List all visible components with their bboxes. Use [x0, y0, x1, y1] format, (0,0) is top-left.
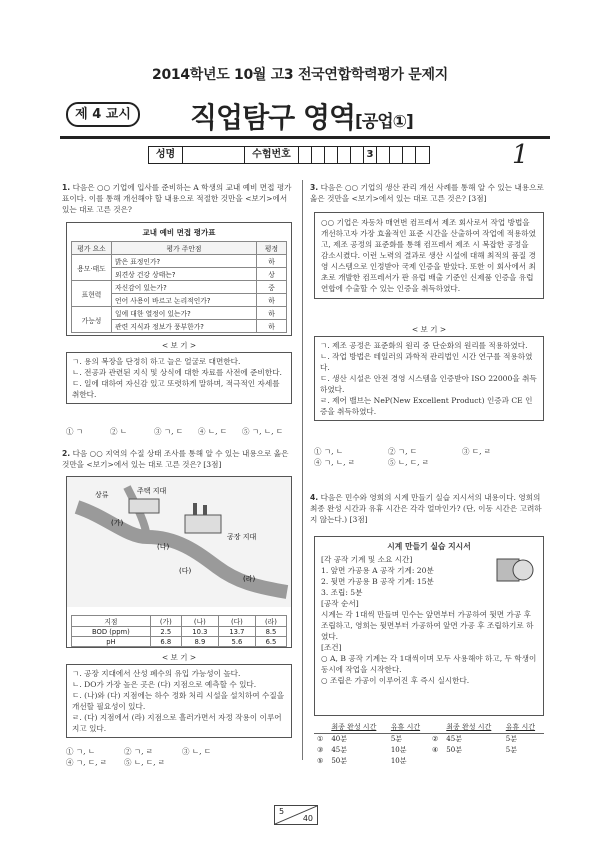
map-label-factory: 공장 지대 [227, 533, 257, 541]
exam-no-cell-digit: 3 [364, 147, 377, 163]
factory-icon [185, 515, 221, 533]
q4-section: ○ 조립은 가공이 이루어진 후 즉시 실시한다. [321, 676, 470, 685]
q2-col-header: (나) [181, 616, 218, 627]
q1-col-header: 평가 요소 [72, 242, 112, 255]
q4-sheet-box [314, 536, 544, 716]
q2-cell: 2.5 [150, 627, 181, 637]
q3-text: 다음은 ○○ 기업의 생산 관리 개선 사례를 통해 알 수 있는 내용으로 옳은 것만을 <보기>에서 있는 대로 고른 것은? [3점] [310, 183, 544, 203]
q1-choice[interactable]: ① ㄱ [66, 427, 84, 436]
exam-no-cell[interactable] [390, 147, 403, 163]
q3-bogi-item: ㄴ. 작업 방법은 테일러의 과학적 관리법인 시간 연구를 적용하였다. [320, 352, 533, 372]
q3-bogi-item: ㄱ. 제조 공정은 표준화의 원리 중 단순화의 원리를 적용하였다. [320, 341, 528, 350]
q3-number: 3. [310, 183, 319, 192]
q4-section: 1. 앞면 가공용 A 공작 기계: 20분 [321, 566, 434, 575]
q2-choice[interactable]: ⑤ ㄴ, ㄷ, ㄹ [124, 758, 166, 767]
q2-cell: 8.5 [255, 627, 286, 637]
page-number: 1 [512, 140, 529, 170]
session-badge: 제 4 교시 [66, 102, 140, 127]
q2-cell: BOD (ppm) [72, 627, 151, 637]
q2-figure-box [66, 476, 292, 648]
q2-data-table [71, 615, 287, 647]
chimney-icon [193, 503, 197, 515]
q4-cell: 50분 [331, 756, 347, 765]
q2-choices [66, 746, 296, 768]
q1-grade: 하 [257, 307, 287, 320]
q1-col-header: 평가 주안점 [112, 242, 257, 255]
q3-bogi [314, 322, 544, 421]
q1-grade: 하 [257, 294, 287, 307]
q1-group: 가능성 [72, 307, 112, 333]
q2-cell: 6.8 [150, 637, 181, 647]
q2-bogi-item: ㄴ. DO가 가장 높은 곳은 (다) 지점으로 예측할 수 있다. [72, 680, 257, 689]
map-label-d: (라) [243, 575, 256, 583]
q4-choice[interactable]: ⑤ [317, 756, 324, 765]
column-divider [302, 180, 303, 760]
q3-passage: ○○ 기업은 자동차 매연번 컴프레서 제조 회사로서 작업 방법을 개선하고자 가장 효율적인 표준 시간을 산출하여 작업에 적용하였고, 제조 공정의 표준화를 통해 컴프레서 제조 시 복잡한 공정을 감소시켰다. 이런 노력의 결과로 생산 시설에 대해 최적의 품질 경영 시스템으로 인정받아 국제 인증을 받았다. 또한 이 회사에서 최초로 개발한 컴프레서가 판 유럽 배출 기준인 신제품 인증을 유럽 연합에 수출할 수 있는 인증을 취득하였다. [321, 218, 536, 293]
q1-bogi-box [66, 352, 292, 404]
exam-no-label: 수험번호 [245, 147, 299, 163]
name-label: 성명 [149, 147, 183, 163]
q2-bogi-item: ㄹ. (다) 지점에서 (라) 지점으로 흘러가면서 자정 작용이 이루어지고 있다. [72, 713, 282, 733]
exam-no-cell[interactable] [299, 147, 312, 163]
q2-cell: 5.6 [218, 637, 255, 647]
q2-bogi-title: < 보 기 > [161, 653, 197, 662]
q3-bogi-item: ㄹ. 제어 밸브는 NeP(New Excellent Product) 인증과 CE 인증을 취득하였다. [320, 396, 533, 416]
q1-point: 자신감이 있는가? [112, 281, 257, 294]
q1-eval-table [71, 241, 287, 333]
exam-no-cell[interactable] [325, 147, 338, 163]
q1-group: 표현력 [72, 281, 112, 307]
q4-sheet-title: 시계 만들기 실습 지시서 [387, 542, 471, 551]
map-label-upstream: 상류 [95, 491, 109, 499]
chimney-icon [203, 505, 207, 515]
q1-number: 1. [62, 183, 71, 192]
q1-group: 용모·태도 [72, 255, 112, 281]
exam-no-cell[interactable] [312, 147, 325, 163]
q4-cell: 45분 [331, 745, 347, 754]
q4-col-header: 유휴 시간 [390, 723, 421, 732]
q2-choice[interactable]: ① ㄱ, ㄴ [66, 747, 96, 756]
q4-section: [조건] [321, 643, 342, 652]
q1-point: 관련 지식과 정보가 풍부한가? [112, 320, 257, 333]
clock-icon [495, 555, 535, 585]
q4-text: 다음은 민수와 영희의 시계 만들기 실습 지시서의 내용이다. 영희의 최종 완성 시간과 유휴 시간은 각각 얼마인가? (단, 이동 시간은 고려하지 않는다.) [3점] [310, 493, 542, 524]
q3-choice[interactable]: ⑤ ㄴ, ㄷ, ㄹ [388, 458, 430, 467]
q4-col-header: 최종 완성 시간 [446, 723, 492, 732]
q1-choice[interactable]: ④ ㄴ, ㄷ [198, 427, 228, 436]
id-row [148, 146, 430, 164]
q4-cell: 5분 [505, 734, 518, 743]
q2-text: 다음 ○○ 지역의 수질 상태 조사를 통해 알 수 있는 내용으로 옳은 것만을 <보기>에서 있는 대로 고른 것은? [3점] [62, 449, 289, 469]
q2-col-header: (가) [150, 616, 181, 627]
map-label-a: (가) [111, 519, 124, 527]
q1-col-header: 평정 [257, 242, 287, 255]
q1-bogi-item: ㄱ. 용의 복장을 단정히 하고 늘은 얼굴로 대면한다. [72, 357, 241, 366]
q1-bogi-item: ㄴ. 전공과 관련된 지식 및 상식에 대한 자료를 사전에 준비한다. [72, 368, 282, 377]
q1-bogi-title: < 보 기 > [161, 341, 197, 350]
q4-section: ○ A, B 공작 기계는 각 1대씩이며 모두 사용해야 하고, 두 학생이 동시에 작업을 시작한다. [321, 654, 537, 674]
q2-col-header: (다) [218, 616, 255, 627]
q2-cell: 13.7 [218, 627, 255, 637]
q4-section: 시계는 각 1대씩 만들며 민수는 앞면부터 가공하여 뒷면 가공 후 조립하고, 영희는 뒷면부터 가공하여 앞면 가공 후 조립하기로 하였다. [321, 610, 534, 641]
subject-sub: [공업①] [355, 112, 413, 132]
q2-cell: 8.9 [181, 637, 218, 647]
house-icon [129, 499, 159, 513]
q2-col-header: 지점 [72, 616, 151, 627]
subject-name: 직업탐구 영역 [190, 101, 356, 134]
q2-cell: 6.5 [255, 637, 286, 647]
page-footer [274, 805, 318, 825]
q1-grade: 하 [257, 320, 287, 333]
q4-section: 3. 조립: 5분 [321, 588, 363, 597]
clock-face [513, 560, 533, 580]
q4-stem [310, 492, 546, 525]
q3-bogi-item: ㄷ. 생산 시설은 안전 경영 시스템을 인증받아 ISO 22000을 취득하였다. [320, 374, 537, 394]
footer-total: 40 [302, 814, 313, 823]
q2-choice[interactable]: ④ ㄱ, ㄷ, ㄹ [66, 758, 108, 767]
exam-no-cell[interactable] [403, 147, 416, 163]
q3-bogi-box [314, 336, 544, 421]
name-field[interactable] [183, 147, 245, 163]
q1-grade: 중 [257, 281, 287, 294]
q1-table-box [66, 222, 292, 336]
q2-bogi [66, 650, 292, 738]
q1-stem [62, 182, 294, 215]
q1-point: 외견상 건강 상태는? [112, 268, 257, 281]
map-label-c: (다) [179, 567, 192, 575]
q1-grade: 상 [257, 268, 287, 281]
q1-point: 일에 대한 열정이 있는가? [112, 307, 257, 320]
q3-passage-box [314, 212, 544, 299]
q2-bogi-item: ㄱ. 공장 지대에서 산성 폐수의 유입 가능성이 높다. [72, 669, 241, 678]
q4-cell: 5분 [390, 734, 403, 743]
q4-choice[interactable]: ④ [431, 745, 439, 754]
header-divider [60, 136, 550, 139]
q3-choice[interactable]: ① ㄱ, ㄴ [314, 447, 344, 456]
q4-cell: 5분 [505, 745, 518, 754]
q4-choice[interactable]: ③ [317, 745, 324, 754]
footer-page: 5 [279, 807, 285, 816]
q1-choice[interactable]: ② ㄴ [110, 427, 128, 436]
q1-choice[interactable]: ⑤ ㄱ, ㄴ, ㄷ [242, 427, 284, 436]
q2-bogi-item: ㄷ. (나)와 (다) 지점에는 하수 정화 처리 시설을 설치하여 수질을 개선할 필요성이 있다. [72, 691, 285, 711]
q1-point: 밝은 표정인가? [112, 255, 257, 268]
q4-cell: 10분 [390, 745, 407, 754]
map-label-village: 주택 지대 [137, 487, 167, 495]
q4-number: 4. [310, 493, 319, 502]
q1-text: 다음은 ○○ 기업에 입사를 준비하는 A 학생의 교내 예비 면접 평가표이다. 이를 통해 개선해야 할 내용으로 적절한 것만을 <보기>에서 있는 대로 고른 것은? [62, 183, 292, 214]
q4-section: 2. 뒷면 가공용 B 공작 기계: 15분 [321, 577, 434, 586]
q4-answer-table [314, 722, 544, 766]
q1-bogi-item: ㄷ. 일에 대하여 자신감 있고 또렷하게 말하며, 적극적인 자세를 취한다. [72, 379, 280, 399]
q4-cell: 40분 [331, 734, 347, 743]
q1-bogi [66, 338, 292, 404]
q1-point: 언어 사용이 바르고 논리적인가? [112, 294, 257, 307]
q2-cell: 10.3 [181, 627, 218, 637]
q1-grade: 하 [257, 255, 287, 268]
q3-bogi-title: < 보 기 > [411, 325, 447, 334]
q4-choice[interactable]: ① [317, 734, 324, 743]
q2-stem [62, 448, 294, 470]
q2-col-header: (라) [255, 616, 286, 627]
q2-choice[interactable]: ② ㄱ, ㄹ [124, 747, 154, 756]
q2-number: 2. [62, 449, 71, 458]
q4-cell: 50분 [446, 745, 462, 754]
q4-cell: 10분 [390, 756, 407, 765]
q3-stem [310, 182, 546, 204]
subject-title [190, 96, 413, 136]
q4-cell: 45분 [446, 734, 462, 743]
exam-no-cell[interactable] [416, 147, 429, 163]
q3-choice[interactable]: ③ ㄷ, ㄹ [462, 447, 492, 456]
exam-no-cell[interactable] [377, 147, 390, 163]
q3-choices [314, 446, 550, 468]
q2-bogi-box [66, 664, 292, 738]
q4-col-header: 최종 완성 시간 [331, 723, 377, 732]
q1-choice[interactable]: ③ ㄱ, ㄷ [154, 427, 184, 436]
q2-choice[interactable]: ③ ㄴ, ㄷ [182, 747, 212, 756]
q4-choice[interactable]: ② [431, 734, 439, 743]
q4-section: [각 공작 기계 및 소요 시간] [321, 555, 413, 564]
river-map [67, 477, 291, 607]
exam-no-cell[interactable] [338, 147, 351, 163]
q4-section: [공작 순서] [321, 599, 359, 608]
q3-choice[interactable]: ② ㄱ, ㄷ [388, 447, 418, 456]
exam-title: 2014학년도 10월 고3 전국연합학력평가 문제지 [152, 67, 448, 83]
q1-choices [66, 426, 296, 437]
map-label-b: (나) [157, 543, 170, 551]
q1-table-title: 교내 예비 면접 평가표 [142, 228, 216, 237]
q3-choice[interactable]: ④ ㄱ, ㄴ, ㄹ [314, 458, 356, 467]
q4-col-header: 유휴 시간 [505, 723, 536, 732]
q2-cell: pH [72, 637, 151, 647]
exam-no-cell[interactable] [351, 147, 364, 163]
